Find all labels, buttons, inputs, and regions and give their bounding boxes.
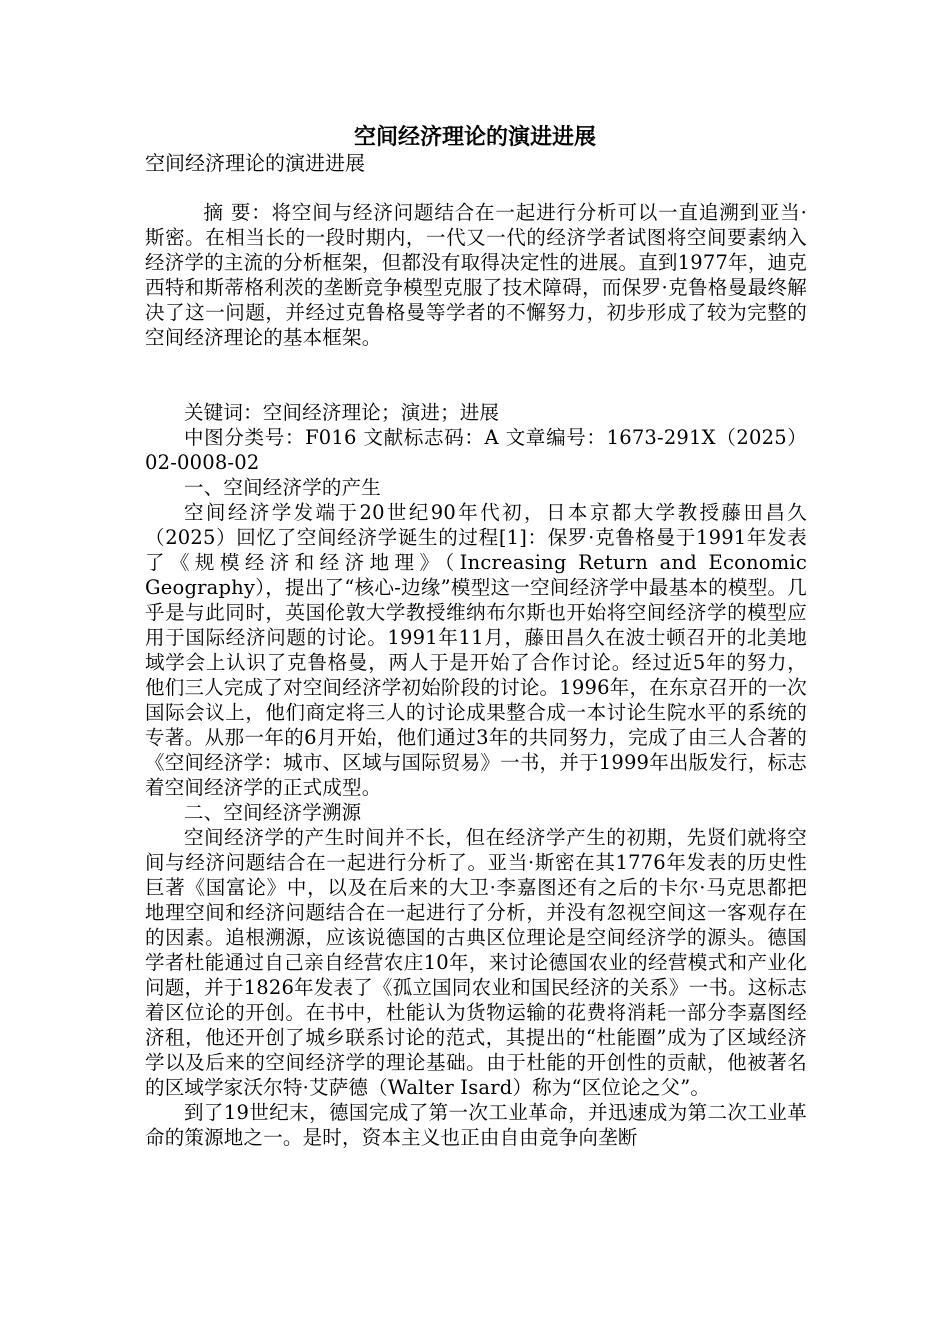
keywords-line: 关键词：空间经济理论；演进；进展 bbox=[184, 401, 500, 424]
document-title: 空间经济理论的演进进展 bbox=[353, 124, 596, 150]
abstract-paragraph: 摘 要：将空间与经济问题结合在一起进行分析可以一直追溯到亚当·斯密。在相当长的一段时期内，一代又一代的经济学者试图将空间要素纳入经济学的主流的分析框架，但都没有取得决定性的进展。直到1977年，迪克西特和斯蒂格利茨的垄断竞争模型克服了技术障碍，而保罗·克鲁格曼最终解决了这一问题，并经过克鲁格曼等学者的不懈努力，初步形成了较为完整的空间经济理论的基本框架。 bbox=[145, 201, 807, 349]
section-heading-1: 一、空间经济学的产生 bbox=[184, 476, 382, 499]
spacer bbox=[145, 375, 807, 400]
section-heading-2: 二、空间经济学溯源 bbox=[184, 801, 362, 824]
document-body bbox=[145, 200, 807, 1150]
classification-line: 中图分类号：F016 文献标志码：A 文章编号：1673-291X（2025）02-0008-02 bbox=[145, 426, 807, 474]
section1-paragraph: 空间经济学发端于20世纪90年代初，日本京都大学教授藤田昌久（2025）回忆了空间经济学诞生的过程[1]：保罗·克鲁格曼于1991年发表了《规模经济和经济地理》（Increasing Return and Economic Geography），提出了“核心-边缘”模型这一空间经济学中最基本的模型。几乎是与此同时，英国伦敦大学教授维纳布尔斯也开始将空间经济学的模型应用于国际经济问题的讨论。1991年11月，藤田昌久在波士顿召开的北美地域学会上认识了克鲁格曼，两人于是开始了合作讨论。经过近5年的努力，他们三人完成了对空间经济学初始阶段的讨论。1996年，在东京召开的一次国际会议上，他们商定将三人的讨论成果整合成一本讨论生院水平的系统的专著。从那一年的6月开始，他们通过3年的共同努力，完成了由三人合著的《空间经济学：城市、区域与国际贸易》一书，并于1999年出版发行，标志着空间经济学的正式成型。 bbox=[145, 501, 807, 799]
section2-paragraph-1: 空间经济学的产生时间并不长，但在经济学产生的初期，先贤们就将空间与经济问题结合在一起进行分析了。亚当·斯密在其1776年发表的历史性巨著《国富论》中，以及在后来的大卫·李嘉图还有之后的卡尔·马克思都把地理空间和经济问题结合在一起进行了分析，并没有忽视空间这一客观存在的因素。追根溯源，应该说德国的古典区位理论是空间经济学的源头。德国学者杜能通过自己亲自经营农庄10年，来讨论德国农业的经营模式和产业化问题，并于1826年发表了《孤立国同农业和国民经济的关系》一书。这标志着区位论的开创。在书中，杜能认为货物运输的花费将消耗一部分李嘉图经济租，他还开创了城乡联系讨论的范式，其提出的“杜能圈”成为了区域经济学以及后来的空间经济学的理论基础。由于杜能的开创性的贡献，他被著名的区域学家沃尔特·艾萨德（Walter Isard）称为“区位论之父”。 bbox=[145, 826, 807, 1099]
document-subtitle: 空间经济理论的演进进展 bbox=[145, 151, 365, 175]
spacer bbox=[145, 350, 807, 375]
section2-paragraph-2: 到了19世纪末，德国完成了第一次工业革命，并迅速成为第二次工业革命的策源地之一。是时，资本主义也正由自由竞争向垄断 bbox=[145, 1101, 807, 1149]
